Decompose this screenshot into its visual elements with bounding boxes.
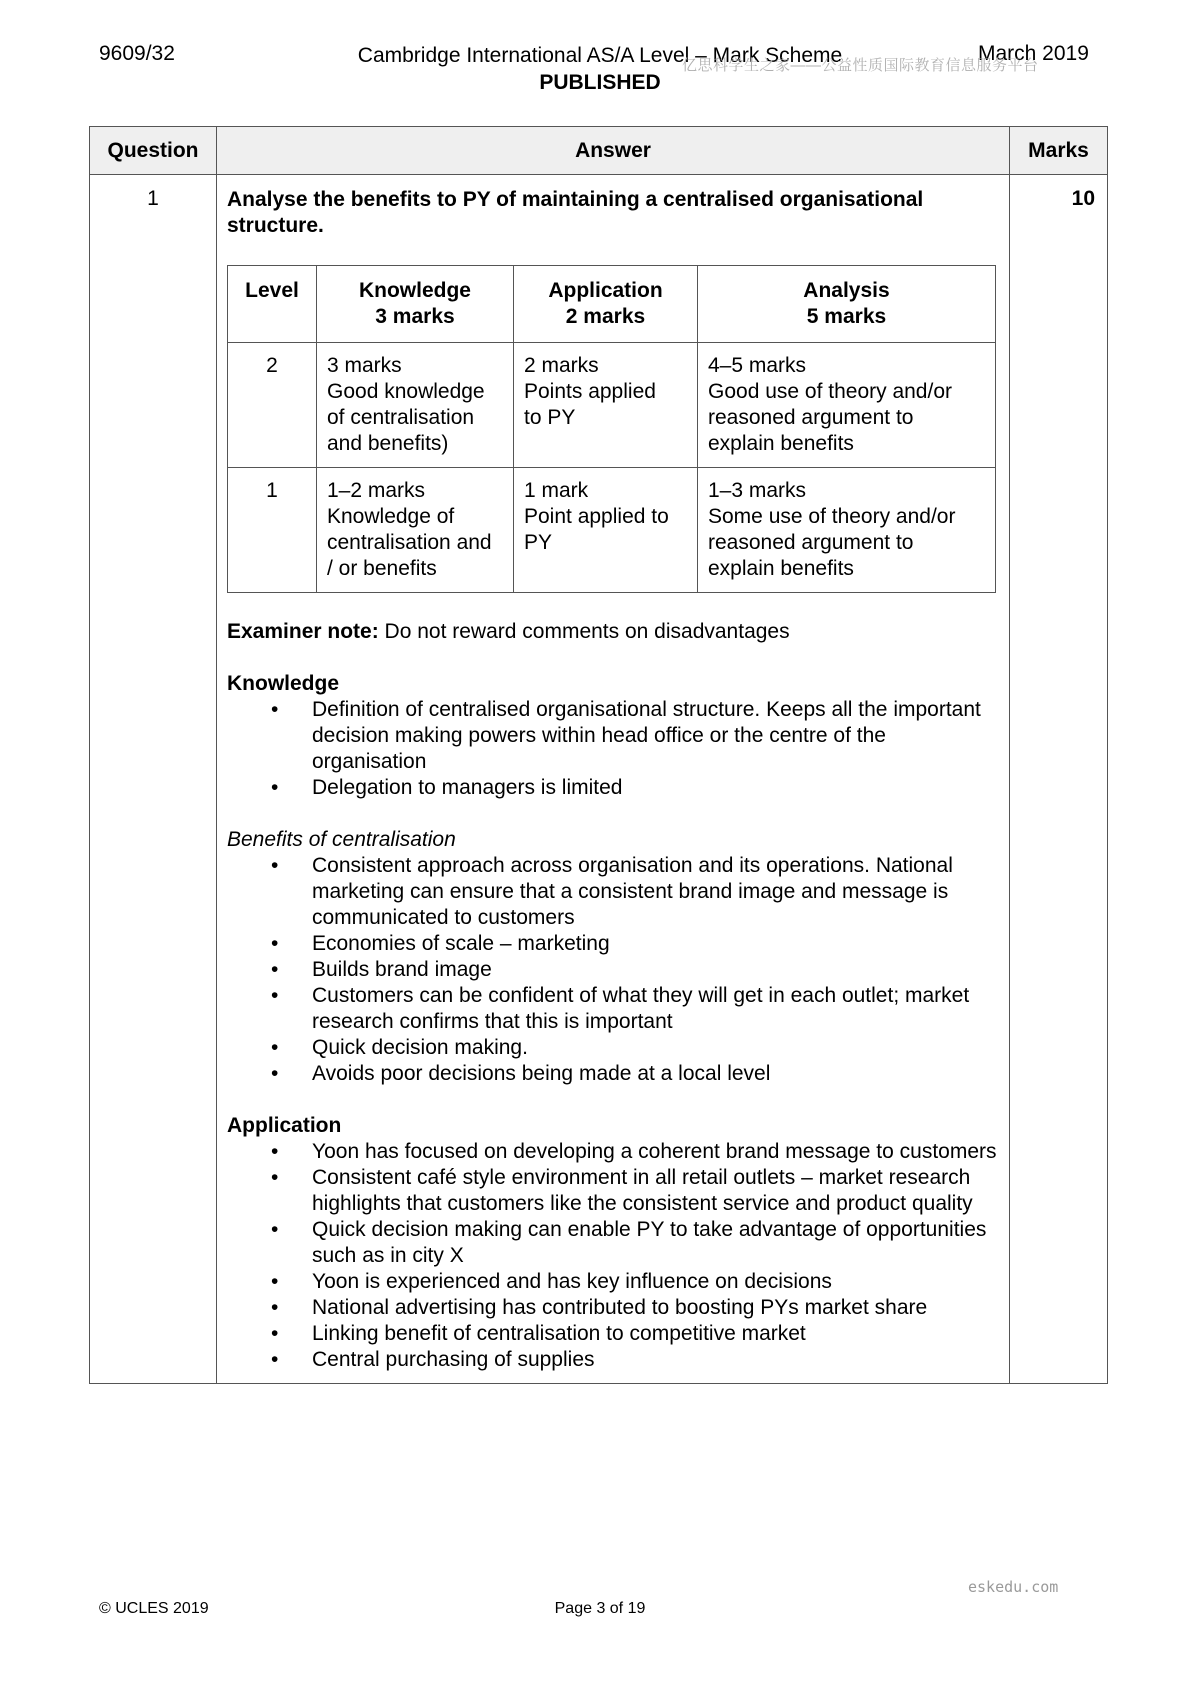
level-application: 1 mark Point applied to PY — [514, 468, 698, 593]
levels-header-row — [228, 266, 996, 343]
levels-header-application: Application 2 marks — [514, 266, 698, 343]
knowledge-list — [227, 697, 999, 801]
site-watermark: eskedu.com — [968, 1578, 1059, 1596]
level-analysis: 1–3 marks Some use of theory and/or reasoned argument to explain benefits — [698, 468, 996, 593]
list-item: • Quick decision making. — [227, 1035, 999, 1061]
header-marks: Marks — [1010, 127, 1108, 175]
benefits-section — [227, 827, 999, 1087]
list-item: • Quick decision making can enable PY to take advantage of opportunities such as in city X — [227, 1217, 999, 1269]
level-row — [228, 468, 996, 593]
knowledge-section — [227, 671, 999, 801]
levels-header-level: Level — [228, 266, 317, 343]
list-item: • Yoon has focused on developing a coherent brand message to customers — [227, 1139, 999, 1165]
benefits-list — [227, 853, 999, 1087]
copyright: © UCLES 2019 — [99, 1600, 209, 1617]
list-item: • Customers can be confident of what they will get in each outlet; market research confirms that this is important — [227, 983, 999, 1035]
question-row — [90, 175, 1108, 1384]
list-item: • Central purchasing of supplies — [227, 1347, 999, 1373]
list-item: • Yoon is experienced and has key influence on decisions — [227, 1269, 999, 1295]
examiner-note — [227, 619, 999, 645]
table-header-row — [90, 127, 1108, 175]
level-analysis: 4–5 marks Good use of theory and/or reasoned argument to explain benefits — [698, 343, 996, 468]
levels-header-knowledge: Knowledge 3 marks — [317, 266, 514, 343]
list-item: • Economies of scale – marketing — [227, 931, 999, 957]
levels-header-analysis: Analysis 5 marks — [698, 266, 996, 343]
level-knowledge: 3 marks Good knowledge of centralisation and benefits) — [317, 343, 514, 468]
list-item: • Consistent approach across organisation and its operations. National marketing can ensure that a consistent brand image and message is communicated to customers — [227, 853, 999, 931]
page-number: Page 3 of 19 — [554, 1600, 646, 1617]
header-question: Question — [90, 127, 217, 175]
list-item: • Delegation to managers is limited — [227, 775, 999, 801]
header-answer: Answer — [217, 127, 1010, 175]
published-label: PUBLISHED — [539, 71, 661, 94]
application-heading: Application — [227, 1114, 342, 1137]
examiner-note-text: Do not reward comments on disadvantages — [378, 620, 790, 643]
list-item: • National advertising has contributed to boosting PYs market share — [227, 1295, 999, 1321]
question-number: 1 — [90, 175, 217, 1384]
question-marks: 10 — [1010, 175, 1108, 1384]
benefits-heading: Benefits of centralisation — [227, 828, 456, 851]
level-knowledge: 1–2 marks Knowledge of centralisation and / or benefits — [317, 468, 514, 593]
levels-table — [227, 265, 996, 593]
knowledge-heading: Knowledge — [227, 672, 340, 695]
level-number: 1 — [228, 468, 317, 593]
list-item: • Definition of centralised organisational structure. Keeps all the important decision making powers within head office or the centre of the organisation — [227, 697, 999, 775]
document-title: Cambridge International AS/A Level – Mark Scheme — [357, 44, 843, 67]
level-row — [228, 343, 996, 468]
exam-date: March 2019 — [978, 42, 1089, 65]
list-item: • Builds brand image — [227, 957, 999, 983]
list-item: • Linking benefit of centralisation to competitive market — [227, 1321, 999, 1347]
answer-cell — [217, 175, 1010, 1384]
examiner-note-label: Examiner note: — [227, 620, 379, 643]
paper-code: 9609/32 — [99, 42, 175, 65]
watermark-text: 亿思科学生之家——公益性质国际教育信息服务平台 — [682, 57, 1039, 74]
list-item: • Consistent café style environment in all retail outlets – market research highlights that customers like the consistent service and product quality — [227, 1165, 999, 1217]
level-application: 2 marks Points applied to PY — [514, 343, 698, 468]
application-section — [227, 1113, 999, 1373]
level-number: 2 — [228, 343, 317, 468]
application-list — [227, 1139, 999, 1373]
list-item: • Avoids poor decisions being made at a local level — [227, 1061, 999, 1087]
mark-scheme-table — [89, 126, 1108, 1384]
question-text: Analyse the benefits to PY of maintaining a centralised organisational structure. — [227, 188, 924, 237]
